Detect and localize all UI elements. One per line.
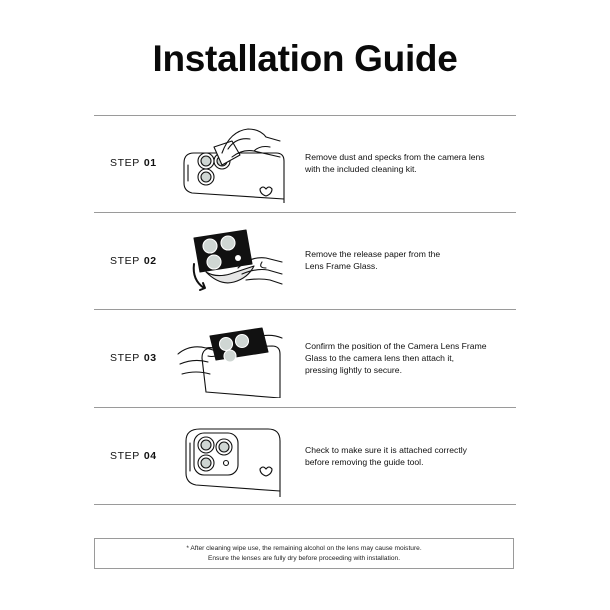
wipe-lens-icon	[176, 123, 288, 203]
moisture-warning-note	[94, 538, 514, 569]
description-line: Glass to the camera lens then attach it,	[305, 353, 455, 364]
divider	[94, 309, 516, 310]
description-line: Confirm the position of the Camera Lens Frame	[305, 341, 487, 351]
step-word: STEP	[110, 450, 140, 462]
peel-release-paper-icon	[176, 222, 288, 302]
attach-frame-glass-icon	[176, 318, 288, 398]
description-line: Remove dust and specks from the camera lens	[305, 152, 485, 162]
step-word: STEP	[110, 352, 140, 364]
note-line: Ensure the lenses are fully dry before proceeding with installation.	[207, 554, 401, 562]
description-line: with the included cleaning kit.	[305, 164, 417, 175]
page-title: Installation Guide	[152, 38, 458, 79]
description-line: Lens Frame Glass.	[305, 261, 378, 272]
description-line: pressing lightly to secure.	[305, 365, 402, 376]
step-number: 01	[143, 157, 157, 169]
divider	[94, 115, 516, 116]
step-4-label	[110, 450, 157, 462]
step-2-description	[305, 248, 505, 272]
description-line: Check to make sure it is attached correctly	[305, 445, 467, 455]
check-attached-icon	[176, 417, 288, 497]
step-number: 02	[143, 255, 157, 267]
step-3-label	[110, 352, 157, 364]
divider	[94, 407, 516, 408]
step-1-label	[110, 157, 157, 169]
description-line: Remove the release paper from the	[305, 249, 441, 259]
step-word: STEP	[110, 255, 140, 267]
note-line: * After cleaning wipe use, the remaining alcohol on the lens may cause moisture.	[186, 545, 422, 552]
description-line: before removing the guide tool.	[305, 457, 424, 468]
step-word: STEP	[110, 157, 140, 169]
step-number: 04	[143, 450, 157, 462]
divider	[94, 212, 516, 213]
divider	[94, 504, 516, 505]
step-3-description	[305, 340, 505, 377]
step-number: 03	[143, 352, 157, 364]
step-2-label	[110, 255, 157, 267]
step-4-description	[305, 444, 505, 468]
step-1-description	[305, 151, 505, 175]
